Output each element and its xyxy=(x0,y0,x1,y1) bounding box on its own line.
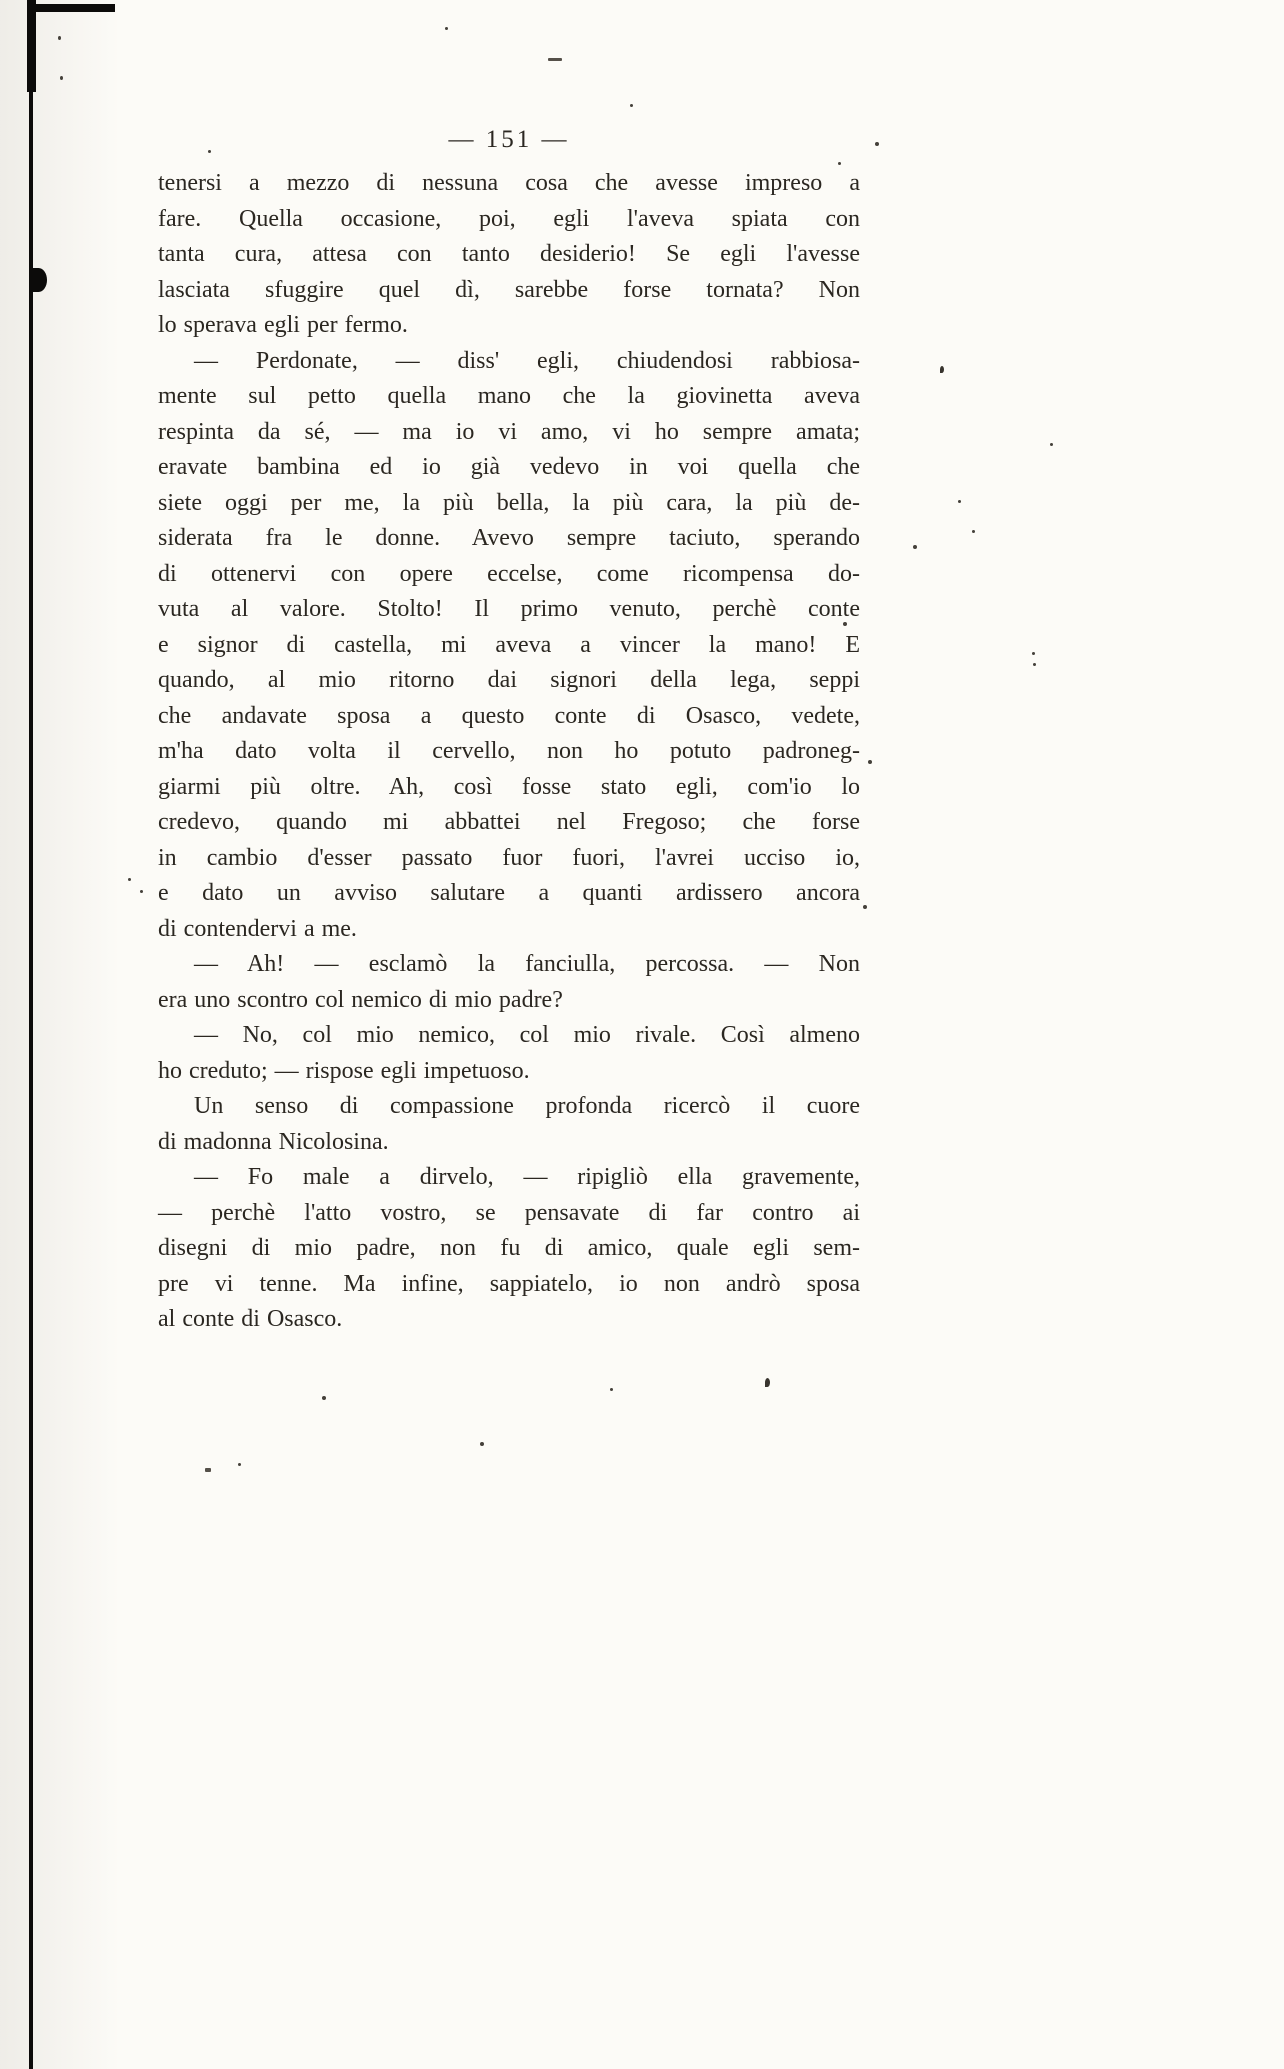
scan-speck xyxy=(1050,443,1053,446)
page-number: — 151 — xyxy=(448,126,570,153)
scan-speck xyxy=(765,1378,770,1387)
text-line: in cambio d'esser passato fuor fuori, l'avrei ucciso io, xyxy=(158,844,860,871)
scan-speck xyxy=(445,27,448,30)
text-line: pre vi tenne. Ma infine, sappiatelo, io non andrò sposa xyxy=(158,1270,860,1297)
text-line: mente sul petto quella mano che la giovinetta aveva xyxy=(158,383,860,409)
text-line: al conte di Osasco. xyxy=(158,1306,343,1332)
text-line: m'ha dato volta il cervello, non ho potuto padroneg- xyxy=(158,738,860,764)
text-line: era uno scontro col nemico di mio padre? xyxy=(158,986,563,1013)
scan-speck xyxy=(548,58,562,61)
text-line: disegni di mio padre, non fu di amico, quale egli sem- xyxy=(158,1235,860,1261)
scan-speck xyxy=(610,1388,613,1391)
text-line: tanta cura, attesa con tanto desiderio! Se egli l'avesse xyxy=(158,241,860,267)
text-line: eravate bambina ed io già vedevo in voi quella che xyxy=(158,454,860,480)
scan-speck xyxy=(940,366,944,373)
scan-speck xyxy=(128,878,131,881)
scan-speck xyxy=(140,890,143,893)
text-line: di ottenervi con opere eccelse, come ricompensa do- xyxy=(158,560,860,587)
text-line: di contendervi a me. xyxy=(158,915,357,942)
ink-blot xyxy=(30,268,47,292)
text-line: siete oggi per me, la più bella, la più cara, la più de- xyxy=(158,489,860,516)
text-line: tenersi a mezzo di nessuna cosa che avesse impreso a xyxy=(158,170,860,196)
scan-speck xyxy=(868,760,872,764)
text-line: — Ah! — esclamò la fanciulla, percossa. — Non xyxy=(194,951,860,977)
scan-speck xyxy=(322,1396,326,1400)
text-line: respinta da sé, — ma io vi amo, vi ho sempre amata; xyxy=(158,418,860,445)
text-line: — Perdonate, — diss' egli, chiudendosi rabbiosa- xyxy=(194,347,860,374)
scan-speck xyxy=(958,500,961,503)
text-line: che andavate sposa a questo conte di Osasco, vedete, xyxy=(158,702,860,729)
text-line: — Fo male a dirvelo, — ripigliò ella gravemente, xyxy=(194,1164,860,1190)
text-line: vuta al valore. Stolto! Il primo venuto, perchè conte xyxy=(158,596,860,622)
text-line: siderata fra le donne. Avevo sempre taciuto, sperando xyxy=(158,525,860,551)
scan-speck xyxy=(913,545,917,549)
text-line: — perchè l'atto vostro, se pensavate di far contro ai xyxy=(158,1199,860,1226)
scan-speck xyxy=(480,1442,484,1446)
scan-speck xyxy=(972,530,975,533)
text-line: — No, col mio nemico, col mio rivale. Così almeno xyxy=(194,1022,860,1048)
scan-binding-line xyxy=(29,0,33,2069)
scan-speck xyxy=(1032,652,1035,655)
scan-binding-mark xyxy=(27,0,36,92)
text-line: giarmi più oltre. Ah, così fosse stato egli, com'io lo xyxy=(158,773,860,800)
scan-speck xyxy=(58,36,61,40)
text-line: credevo, quando mi abbattei nel Fregoso; che forse xyxy=(158,809,860,835)
scan-speck xyxy=(875,142,879,146)
text-line: quando, al mio ritorno dai signori della lega, seppi xyxy=(158,667,860,693)
scan-speck xyxy=(838,162,841,165)
text-line: lasciata sfuggire quel dì, sarebbe forse tornata? Non xyxy=(158,276,860,303)
text-line: e dato un avviso salutare a quanti ardissero ancora xyxy=(158,880,860,906)
text-line: di madonna Nicolosina. xyxy=(158,1128,389,1155)
text-line: lo sperava egli per fermo. xyxy=(158,312,408,338)
scan-speck xyxy=(60,76,63,80)
scan-speck xyxy=(863,905,867,909)
text-line: ho creduto; — rispose egli impetuoso. xyxy=(158,1057,530,1084)
scan-speck xyxy=(630,104,633,107)
scan-speck xyxy=(1033,663,1036,666)
body-text xyxy=(158,166,860,1338)
scan-speck xyxy=(238,1463,241,1466)
text-line: e signor di castella, mi aveva a vincer la mano! E xyxy=(158,631,860,658)
scan-corner-mark xyxy=(27,4,115,12)
text-line: fare. Quella occasione, poi, egli l'aveva spiata con xyxy=(158,205,860,232)
text-line: Un senso di compassione profonda ricercò il cuore xyxy=(194,1093,860,1119)
scan-speck xyxy=(205,1468,211,1472)
